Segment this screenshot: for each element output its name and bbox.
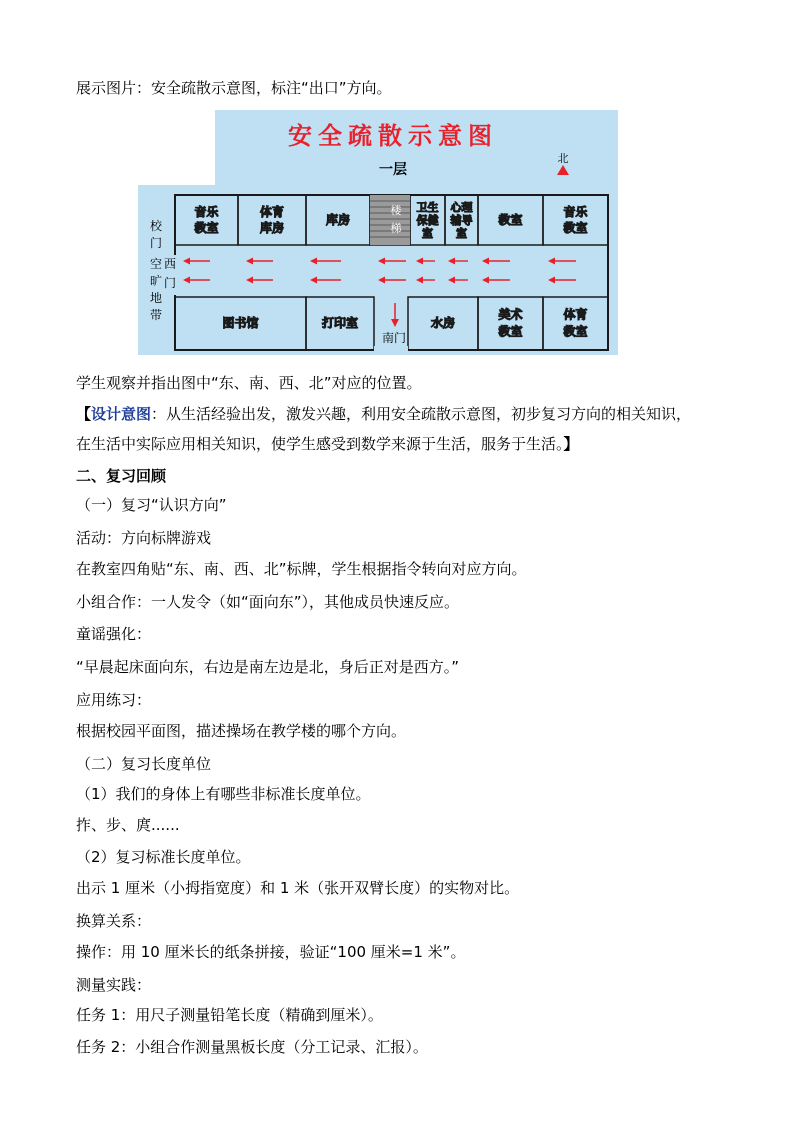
top-room-3-label-1: 库房	[325, 213, 351, 227]
design-close-bracket: 】	[563, 435, 579, 453]
top-room-5-label-2: 辅导	[450, 214, 473, 227]
left-area-label-1: 校	[150, 219, 163, 233]
body-line-10: （1）我们的身体上有哪些非标准长度单位。	[76, 785, 371, 803]
design-text-2: 在生活中实际应用相关知识，使学生感受到数学来源于生活，服务于生活。	[76, 435, 564, 453]
top-room-2-label-2: 库房	[259, 221, 285, 235]
body-line-3: 在教室四角贴“东、南、西、北”标牌，学生根据指令转向对应方向。	[76, 560, 527, 578]
left-area-label-3: 空	[150, 257, 163, 271]
body-line-13: 出示 1 厘米（小拇指宽度）和 1 米（张开双臂长度）的实物对比。	[76, 879, 520, 897]
left-area-label-6: 带	[150, 308, 163, 322]
bottom-room-4-label-2: 教室	[498, 324, 523, 339]
body-line-16: 测量实践：	[76, 976, 152, 994]
body-line-6: “早晨起床面向东，右边是南左边是北，身后正对是西方。”	[76, 658, 460, 676]
stair-label-1: 楼	[390, 204, 402, 217]
west-gate-label-1: 西	[164, 257, 177, 271]
left-area-label-4: 旷	[150, 274, 163, 288]
body-line-17: 任务 1：用尺子测量铅笔长度（精确到厘米）。	[76, 1006, 383, 1024]
body-line-8: 根据校园平面图，描述操场在教学楼的哪个方向。	[76, 722, 407, 740]
body-line-12: （2）复习标准长度单位。	[76, 848, 251, 866]
top-room-4-label-2: 保健	[416, 214, 439, 227]
top-room-7-label-2: 教室	[563, 221, 588, 235]
bottom-room-5-label-1: 体育	[563, 307, 588, 322]
bottom-room-1-label-1: 图书馆	[222, 316, 259, 330]
top-room-1-label-1: 音乐	[194, 205, 219, 219]
top-room-2-label-1: 体育	[259, 205, 285, 219]
south-gate-label: 南门	[381, 331, 407, 345]
design-tag: 设计意图	[91, 405, 152, 423]
top-room-4-label-1: 卫生	[416, 201, 439, 214]
top-room-7-label-1: 音乐	[563, 205, 588, 219]
north-label: 北	[557, 152, 569, 165]
bottom-room-4-label-1: 美术	[498, 307, 523, 322]
body-line-9: （二）复习长度单位	[76, 755, 212, 773]
top-room-1-label-2: 教室	[194, 221, 219, 235]
left-area-label-2: 门	[150, 236, 163, 250]
body-line-15: 操作：用 10 厘米长的纸条拼接，验证“100 厘米=1 米”。	[76, 943, 466, 961]
stair-label-2: 梯	[390, 222, 402, 235]
design-open-bracket: 【	[76, 405, 92, 423]
body-line-1: （一）复习“认识方向”	[76, 496, 227, 514]
design-intent-2	[76, 434, 579, 454]
body-line-11: 拃、步、庹......	[76, 816, 180, 834]
section-heading: 二、复习回顾	[76, 467, 167, 485]
intro-text: 展示图片：安全疏散示意图，标注“出口”方向。	[76, 79, 392, 97]
evacuation-map	[138, 110, 618, 355]
design-text-1: ：从生活经验出发，激发兴趣，利用安全疏散示意图，初步复习方向的相关知识，	[151, 405, 692, 423]
bottom-room-5-label-2: 教室	[563, 324, 588, 339]
body-line-5: 童谣强化：	[76, 625, 152, 643]
map-title: 安全疏散示意图	[288, 122, 498, 150]
body-line-2: 活动：方向标牌游戏	[76, 529, 212, 547]
design-intent	[76, 404, 691, 424]
top-room-4-label-3: 室	[422, 227, 433, 240]
observe-text: 学生观察并指出图中“东、南、西、北”对应的位置。	[76, 374, 422, 392]
left-area-label-5: 地	[150, 291, 163, 305]
bottom-room-3-label-1: 水房	[430, 316, 456, 330]
body-line-7: 应用练习：	[76, 691, 152, 709]
map-floor-label: 一层	[379, 162, 407, 178]
top-room-6-label-1: 教室	[498, 213, 523, 227]
body-line-4: 小组合作：一人发令（如“面向东”），其他成员快速反应。	[76, 593, 460, 611]
west-gate-label-2: 门	[164, 276, 177, 290]
body-line-18: 任务 2：小组合作测量黑板长度（分工记录、汇报）。	[76, 1038, 428, 1056]
bottom-room-2-label-1: 打印室	[321, 316, 359, 330]
body-line-14: 换算关系：	[76, 912, 152, 930]
top-room-5-label-3: 室	[456, 227, 467, 240]
top-room-5-label-1: 心理	[450, 201, 473, 214]
